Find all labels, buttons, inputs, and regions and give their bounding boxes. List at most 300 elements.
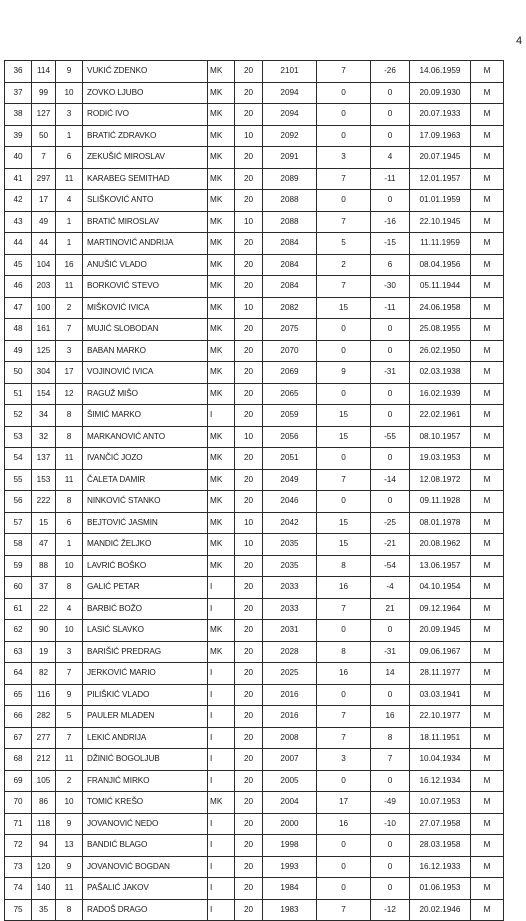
cell-player-name: BARBIĆ BOŽO bbox=[83, 598, 208, 620]
cell-player-name: IVANČIĆ JOZO bbox=[83, 448, 208, 470]
cell-k-factor: 10 bbox=[235, 125, 263, 147]
cell-k-factor: 20 bbox=[235, 770, 263, 792]
cell-birth-date: 14.06.1959 bbox=[410, 61, 471, 83]
cell-club-no: 1 bbox=[56, 125, 83, 147]
cell-k-factor: 20 bbox=[235, 555, 263, 577]
cell-sex: M bbox=[471, 598, 504, 620]
cell-games: 0 bbox=[317, 383, 371, 405]
cell-rating-change: 0 bbox=[371, 125, 410, 147]
cell-games: 0 bbox=[317, 684, 371, 706]
cell-player-name: VOJINOVIĆ IVICA bbox=[83, 362, 208, 384]
cell-category: I bbox=[208, 684, 235, 706]
cell-club-no: 8 bbox=[56, 491, 83, 513]
cell-category: MK bbox=[208, 469, 235, 491]
cell-category: MK bbox=[208, 125, 235, 147]
cell-k-factor: 20 bbox=[235, 813, 263, 835]
cell-games: 0 bbox=[317, 340, 371, 362]
cell-sex: M bbox=[471, 82, 504, 104]
cell-games: 7 bbox=[317, 276, 371, 298]
cell-category: MK bbox=[208, 534, 235, 556]
cell-rank: 62 bbox=[5, 620, 32, 642]
cell-k-factor: 10 bbox=[235, 211, 263, 233]
cell-birth-date: 25.08.1955 bbox=[410, 319, 471, 341]
cell-category: MK bbox=[208, 254, 235, 276]
cell-rating-change: -11 bbox=[371, 168, 410, 190]
cell-rank: 72 bbox=[5, 835, 32, 857]
cell-sex: M bbox=[471, 620, 504, 642]
cell-games: 15 bbox=[317, 512, 371, 534]
cell-games: 0 bbox=[317, 770, 371, 792]
cell-games: 15 bbox=[317, 405, 371, 427]
cell-id: 17 bbox=[32, 190, 56, 212]
cell-rating-change: 0 bbox=[371, 770, 410, 792]
cell-club-no: 3 bbox=[56, 104, 83, 126]
table-row bbox=[5, 426, 504, 448]
cell-k-factor: 20 bbox=[235, 190, 263, 212]
cell-club-no: 11 bbox=[56, 469, 83, 491]
cell-player-name: KARABEG SEMITHAD bbox=[83, 168, 208, 190]
cell-player-name: JOVANOVIĆ NEDO bbox=[83, 813, 208, 835]
cell-games: 15 bbox=[317, 297, 371, 319]
cell-sex: M bbox=[471, 684, 504, 706]
cell-rating: 2056 bbox=[263, 426, 317, 448]
cell-category: MK bbox=[208, 61, 235, 83]
cell-rating: 2031 bbox=[263, 620, 317, 642]
cell-rating: 2082 bbox=[263, 297, 317, 319]
cell-sex: M bbox=[471, 297, 504, 319]
cell-rank: 50 bbox=[5, 362, 32, 384]
cell-rating-change: -31 bbox=[371, 362, 410, 384]
cell-rank: 56 bbox=[5, 491, 32, 513]
cell-category: MK bbox=[208, 512, 235, 534]
cell-sex: M bbox=[471, 426, 504, 448]
table-row bbox=[5, 147, 504, 169]
cell-club-no: 1 bbox=[56, 211, 83, 233]
cell-birth-date: 24.06.1958 bbox=[410, 297, 471, 319]
cell-sex: M bbox=[471, 211, 504, 233]
cell-club-no: 8 bbox=[56, 405, 83, 427]
cell-rank: 64 bbox=[5, 663, 32, 685]
cell-k-factor: 20 bbox=[235, 469, 263, 491]
cell-category: I bbox=[208, 856, 235, 878]
cell-games: 8 bbox=[317, 641, 371, 663]
cell-k-factor: 20 bbox=[235, 598, 263, 620]
cell-club-no: 10 bbox=[56, 82, 83, 104]
cell-category: MK bbox=[208, 555, 235, 577]
cell-rating-change: -14 bbox=[371, 469, 410, 491]
cell-rating-change: 16 bbox=[371, 706, 410, 728]
cell-rank: 59 bbox=[5, 555, 32, 577]
cell-rating: 1993 bbox=[263, 856, 317, 878]
table-row bbox=[5, 770, 504, 792]
cell-birth-date: 27.07.1958 bbox=[410, 813, 471, 835]
cell-id: 44 bbox=[32, 233, 56, 255]
cell-rating: 2007 bbox=[263, 749, 317, 771]
table-row bbox=[5, 555, 504, 577]
cell-games: 15 bbox=[317, 534, 371, 556]
cell-k-factor: 20 bbox=[235, 878, 263, 900]
cell-rank: 57 bbox=[5, 512, 32, 534]
cell-club-no: 10 bbox=[56, 620, 83, 642]
cell-rating-change: 0 bbox=[371, 383, 410, 405]
ranking-table bbox=[4, 60, 504, 921]
cell-rank: 36 bbox=[5, 61, 32, 83]
cell-games: 8 bbox=[317, 555, 371, 577]
cell-games: 7 bbox=[317, 899, 371, 921]
cell-id: 125 bbox=[32, 340, 56, 362]
cell-player-name: RADOŠ DRAGO bbox=[83, 899, 208, 921]
cell-rating-change: -15 bbox=[371, 233, 410, 255]
cell-rating-change: -21 bbox=[371, 534, 410, 556]
table-row bbox=[5, 620, 504, 642]
cell-k-factor: 20 bbox=[235, 899, 263, 921]
cell-rating: 2084 bbox=[263, 254, 317, 276]
cell-rating-change: -12 bbox=[371, 899, 410, 921]
cell-sex: M bbox=[471, 878, 504, 900]
cell-birth-date: 12.01.1957 bbox=[410, 168, 471, 190]
cell-birth-date: 11.11.1959 bbox=[410, 233, 471, 255]
cell-rating: 2084 bbox=[263, 276, 317, 298]
cell-club-no: 2 bbox=[56, 770, 83, 792]
cell-rank: 74 bbox=[5, 878, 32, 900]
cell-rank: 45 bbox=[5, 254, 32, 276]
cell-rating-change: 0 bbox=[371, 190, 410, 212]
cell-rating-change: -49 bbox=[371, 792, 410, 814]
cell-category: MK bbox=[208, 211, 235, 233]
cell-sex: M bbox=[471, 899, 504, 921]
cell-player-name: JERKOVIĆ MARIO bbox=[83, 663, 208, 685]
cell-games: 0 bbox=[317, 448, 371, 470]
cell-games: 0 bbox=[317, 125, 371, 147]
cell-rank: 37 bbox=[5, 82, 32, 104]
cell-club-no: 17 bbox=[56, 362, 83, 384]
cell-id: 94 bbox=[32, 835, 56, 857]
cell-id: 277 bbox=[32, 727, 56, 749]
cell-id: 154 bbox=[32, 383, 56, 405]
cell-rating: 2004 bbox=[263, 792, 317, 814]
cell-k-factor: 20 bbox=[235, 104, 263, 126]
cell-player-name: DŽINIĆ BOGOLJUB bbox=[83, 749, 208, 771]
cell-rating: 2000 bbox=[263, 813, 317, 835]
cell-player-name: BORKOVIĆ STEVO bbox=[83, 276, 208, 298]
cell-id: 19 bbox=[32, 641, 56, 663]
cell-games: 3 bbox=[317, 147, 371, 169]
cell-club-no: 8 bbox=[56, 426, 83, 448]
cell-club-no: 8 bbox=[56, 577, 83, 599]
cell-games: 7 bbox=[317, 61, 371, 83]
cell-games: 7 bbox=[317, 469, 371, 491]
table-row bbox=[5, 534, 504, 556]
cell-id: 15 bbox=[32, 512, 56, 534]
cell-rating-change: 6 bbox=[371, 254, 410, 276]
cell-rating: 2049 bbox=[263, 469, 317, 491]
cell-rating: 2069 bbox=[263, 362, 317, 384]
cell-sex: M bbox=[471, 663, 504, 685]
cell-games: 7 bbox=[317, 168, 371, 190]
cell-id: 222 bbox=[32, 491, 56, 513]
cell-sex: M bbox=[471, 727, 504, 749]
table-row bbox=[5, 727, 504, 749]
cell-sex: M bbox=[471, 469, 504, 491]
cell-rank: 69 bbox=[5, 770, 32, 792]
cell-id: 32 bbox=[32, 426, 56, 448]
cell-rank: 60 bbox=[5, 577, 32, 599]
cell-sex: M bbox=[471, 512, 504, 534]
cell-sex: M bbox=[471, 362, 504, 384]
cell-id: 212 bbox=[32, 749, 56, 771]
cell-club-no: 16 bbox=[56, 254, 83, 276]
cell-club-no: 9 bbox=[56, 856, 83, 878]
cell-birth-date: 05.11.1944 bbox=[410, 276, 471, 298]
cell-birth-date: 20.09.1930 bbox=[410, 82, 471, 104]
cell-rating: 2025 bbox=[263, 663, 317, 685]
cell-club-no: 6 bbox=[56, 147, 83, 169]
cell-birth-date: 18.11.1951 bbox=[410, 727, 471, 749]
table-row bbox=[5, 383, 504, 405]
cell-category: I bbox=[208, 663, 235, 685]
cell-k-factor: 20 bbox=[235, 641, 263, 663]
cell-rating-change: 14 bbox=[371, 663, 410, 685]
cell-category: MK bbox=[208, 319, 235, 341]
cell-birth-date: 20.02.1946 bbox=[410, 899, 471, 921]
cell-k-factor: 20 bbox=[235, 319, 263, 341]
cell-k-factor: 20 bbox=[235, 340, 263, 362]
cell-birth-date: 09.11.1928 bbox=[410, 491, 471, 513]
cell-id: 88 bbox=[32, 555, 56, 577]
cell-rank: 65 bbox=[5, 684, 32, 706]
cell-rating: 2089 bbox=[263, 168, 317, 190]
cell-games: 3 bbox=[317, 749, 371, 771]
cell-category: I bbox=[208, 899, 235, 921]
cell-id: 137 bbox=[32, 448, 56, 470]
cell-games: 0 bbox=[317, 835, 371, 857]
cell-sex: M bbox=[471, 340, 504, 362]
cell-category: MK bbox=[208, 297, 235, 319]
cell-games: 0 bbox=[317, 856, 371, 878]
cell-birth-date: 16.12.1934 bbox=[410, 770, 471, 792]
cell-id: 114 bbox=[32, 61, 56, 83]
cell-k-factor: 20 bbox=[235, 663, 263, 685]
cell-sex: M bbox=[471, 233, 504, 255]
cell-k-factor: 20 bbox=[235, 233, 263, 255]
cell-rank: 68 bbox=[5, 749, 32, 771]
cell-club-no: 1 bbox=[56, 534, 83, 556]
cell-club-no: 9 bbox=[56, 61, 83, 83]
cell-category: MK bbox=[208, 641, 235, 663]
cell-club-no: 7 bbox=[56, 663, 83, 685]
cell-games: 7 bbox=[317, 706, 371, 728]
cell-category: I bbox=[208, 577, 235, 599]
cell-player-name: MANDIĆ ŽELJKO bbox=[83, 534, 208, 556]
cell-id: 282 bbox=[32, 706, 56, 728]
cell-player-name: RAGUŽ MIŠO bbox=[83, 383, 208, 405]
cell-category: I bbox=[208, 813, 235, 835]
cell-games: 7 bbox=[317, 598, 371, 620]
table-row bbox=[5, 319, 504, 341]
cell-player-name: BARIŠIĆ PREDRAG bbox=[83, 641, 208, 663]
cell-id: 153 bbox=[32, 469, 56, 491]
table-row bbox=[5, 491, 504, 513]
cell-rating-change: -4 bbox=[371, 577, 410, 599]
cell-sex: M bbox=[471, 168, 504, 190]
cell-rank: 41 bbox=[5, 168, 32, 190]
table-row bbox=[5, 706, 504, 728]
cell-sex: M bbox=[471, 254, 504, 276]
cell-rank: 40 bbox=[5, 147, 32, 169]
cell-player-name: FRANJIĆ MIRKO bbox=[83, 770, 208, 792]
cell-player-name: LEKIĆ ANDRIJA bbox=[83, 727, 208, 749]
cell-category: I bbox=[208, 749, 235, 771]
cell-rating-change: 0 bbox=[371, 340, 410, 362]
cell-player-name: GALIĆ PETAR bbox=[83, 577, 208, 599]
table-row bbox=[5, 792, 504, 814]
cell-player-name: BEJTOVIĆ JASMIN bbox=[83, 512, 208, 534]
cell-rating-change: 4 bbox=[371, 147, 410, 169]
cell-club-no: 8 bbox=[56, 899, 83, 921]
cell-category: I bbox=[208, 405, 235, 427]
cell-club-no: 9 bbox=[56, 813, 83, 835]
cell-rating: 2059 bbox=[263, 405, 317, 427]
cell-category: MK bbox=[208, 168, 235, 190]
cell-rank: 42 bbox=[5, 190, 32, 212]
table-row bbox=[5, 749, 504, 771]
cell-birth-date: 08.01.1978 bbox=[410, 512, 471, 534]
cell-birth-date: 16.02.1939 bbox=[410, 383, 471, 405]
cell-rating: 2094 bbox=[263, 82, 317, 104]
table-row bbox=[5, 577, 504, 599]
cell-club-no: 10 bbox=[56, 555, 83, 577]
cell-birth-date: 01.01.1959 bbox=[410, 190, 471, 212]
cell-birth-date: 04.10.1954 bbox=[410, 577, 471, 599]
table-row bbox=[5, 684, 504, 706]
cell-rating-change: -25 bbox=[371, 512, 410, 534]
cell-sex: M bbox=[471, 706, 504, 728]
table-row bbox=[5, 211, 504, 233]
cell-birth-date: 28.11.1977 bbox=[410, 663, 471, 685]
cell-category: MK bbox=[208, 448, 235, 470]
cell-player-name: LASIĆ SLAVKO bbox=[83, 620, 208, 642]
cell-rating: 2051 bbox=[263, 448, 317, 470]
cell-category: I bbox=[208, 770, 235, 792]
cell-games: 0 bbox=[317, 190, 371, 212]
cell-id: 7 bbox=[32, 147, 56, 169]
cell-rating-change: -11 bbox=[371, 297, 410, 319]
cell-k-factor: 20 bbox=[235, 856, 263, 878]
cell-category: MK bbox=[208, 383, 235, 405]
cell-player-name: BANDIĆ BLAGO bbox=[83, 835, 208, 857]
cell-player-name: JOVANOVIĆ BOGDAN bbox=[83, 856, 208, 878]
cell-games: 2 bbox=[317, 254, 371, 276]
cell-player-name: ŠIMIĆ MARKO bbox=[83, 405, 208, 427]
cell-games: 7 bbox=[317, 211, 371, 233]
cell-rating-change: 0 bbox=[371, 856, 410, 878]
table-row bbox=[5, 663, 504, 685]
cell-rating: 2033 bbox=[263, 577, 317, 599]
cell-player-name: ČALETA DAMIR bbox=[83, 469, 208, 491]
cell-category: MK bbox=[208, 233, 235, 255]
cell-rating: 2016 bbox=[263, 706, 317, 728]
cell-player-name: RODIĆ IVO bbox=[83, 104, 208, 126]
cell-sex: M bbox=[471, 319, 504, 341]
cell-rank: 58 bbox=[5, 534, 32, 556]
cell-birth-date: 13.06.1957 bbox=[410, 555, 471, 577]
ranking-table-wrapper bbox=[4, 60, 503, 921]
cell-sex: M bbox=[471, 792, 504, 814]
cell-rating-change: 0 bbox=[371, 319, 410, 341]
cell-id: 35 bbox=[32, 899, 56, 921]
cell-rating: 2094 bbox=[263, 104, 317, 126]
cell-sex: M bbox=[471, 749, 504, 771]
cell-rating: 1983 bbox=[263, 899, 317, 921]
cell-birth-date: 02.03.1938 bbox=[410, 362, 471, 384]
cell-sex: M bbox=[471, 190, 504, 212]
table-row bbox=[5, 340, 504, 362]
cell-rank: 48 bbox=[5, 319, 32, 341]
cell-club-no: 11 bbox=[56, 276, 83, 298]
cell-id: 304 bbox=[32, 362, 56, 384]
cell-k-factor: 10 bbox=[235, 534, 263, 556]
cell-games: 16 bbox=[317, 813, 371, 835]
cell-rating-change: -55 bbox=[371, 426, 410, 448]
cell-player-name: BRATIĆ MIROSLAV bbox=[83, 211, 208, 233]
cell-category: I bbox=[208, 598, 235, 620]
cell-k-factor: 20 bbox=[235, 749, 263, 771]
cell-rating-change: 0 bbox=[371, 448, 410, 470]
cell-rating: 2070 bbox=[263, 340, 317, 362]
cell-games: 9 bbox=[317, 362, 371, 384]
cell-rank: 66 bbox=[5, 706, 32, 728]
cell-player-name: MIŠKOVIĆ IVICA bbox=[83, 297, 208, 319]
table-row bbox=[5, 813, 504, 835]
table-row bbox=[5, 254, 504, 276]
cell-sex: M bbox=[471, 125, 504, 147]
cell-id: 90 bbox=[32, 620, 56, 642]
cell-rank: 53 bbox=[5, 426, 32, 448]
cell-birth-date: 22.02.1961 bbox=[410, 405, 471, 427]
cell-rating-change: 0 bbox=[371, 684, 410, 706]
cell-k-factor: 20 bbox=[235, 491, 263, 513]
cell-player-name: ZEKUŠIĆ MIROSLAV bbox=[83, 147, 208, 169]
cell-rating-change: -26 bbox=[371, 61, 410, 83]
cell-birth-date: 16.12.1933 bbox=[410, 856, 471, 878]
cell-rank: 67 bbox=[5, 727, 32, 749]
cell-rank: 75 bbox=[5, 899, 32, 921]
cell-games: 0 bbox=[317, 491, 371, 513]
cell-rating: 2084 bbox=[263, 233, 317, 255]
table-row bbox=[5, 297, 504, 319]
cell-sex: M bbox=[471, 770, 504, 792]
cell-player-name: MUJIĆ SLOBODAN bbox=[83, 319, 208, 341]
table-row bbox=[5, 899, 504, 921]
cell-rank: 44 bbox=[5, 233, 32, 255]
cell-club-no: 4 bbox=[56, 190, 83, 212]
cell-games: 7 bbox=[317, 727, 371, 749]
cell-player-name: VUKIĆ ZDENKO bbox=[83, 61, 208, 83]
cell-club-no: 1 bbox=[56, 233, 83, 255]
cell-sex: M bbox=[471, 534, 504, 556]
cell-rank: 49 bbox=[5, 340, 32, 362]
cell-id: 297 bbox=[32, 168, 56, 190]
cell-k-factor: 20 bbox=[235, 620, 263, 642]
cell-games: 0 bbox=[317, 82, 371, 104]
cell-birth-date: 09.06.1967 bbox=[410, 641, 471, 663]
cell-id: 34 bbox=[32, 405, 56, 427]
table-row bbox=[5, 104, 504, 126]
cell-birth-date: 03.03.1941 bbox=[410, 684, 471, 706]
cell-k-factor: 20 bbox=[235, 684, 263, 706]
cell-player-name: TOMIĆ KREŠO bbox=[83, 792, 208, 814]
cell-player-name: PAŠALIĆ JAKOV bbox=[83, 878, 208, 900]
